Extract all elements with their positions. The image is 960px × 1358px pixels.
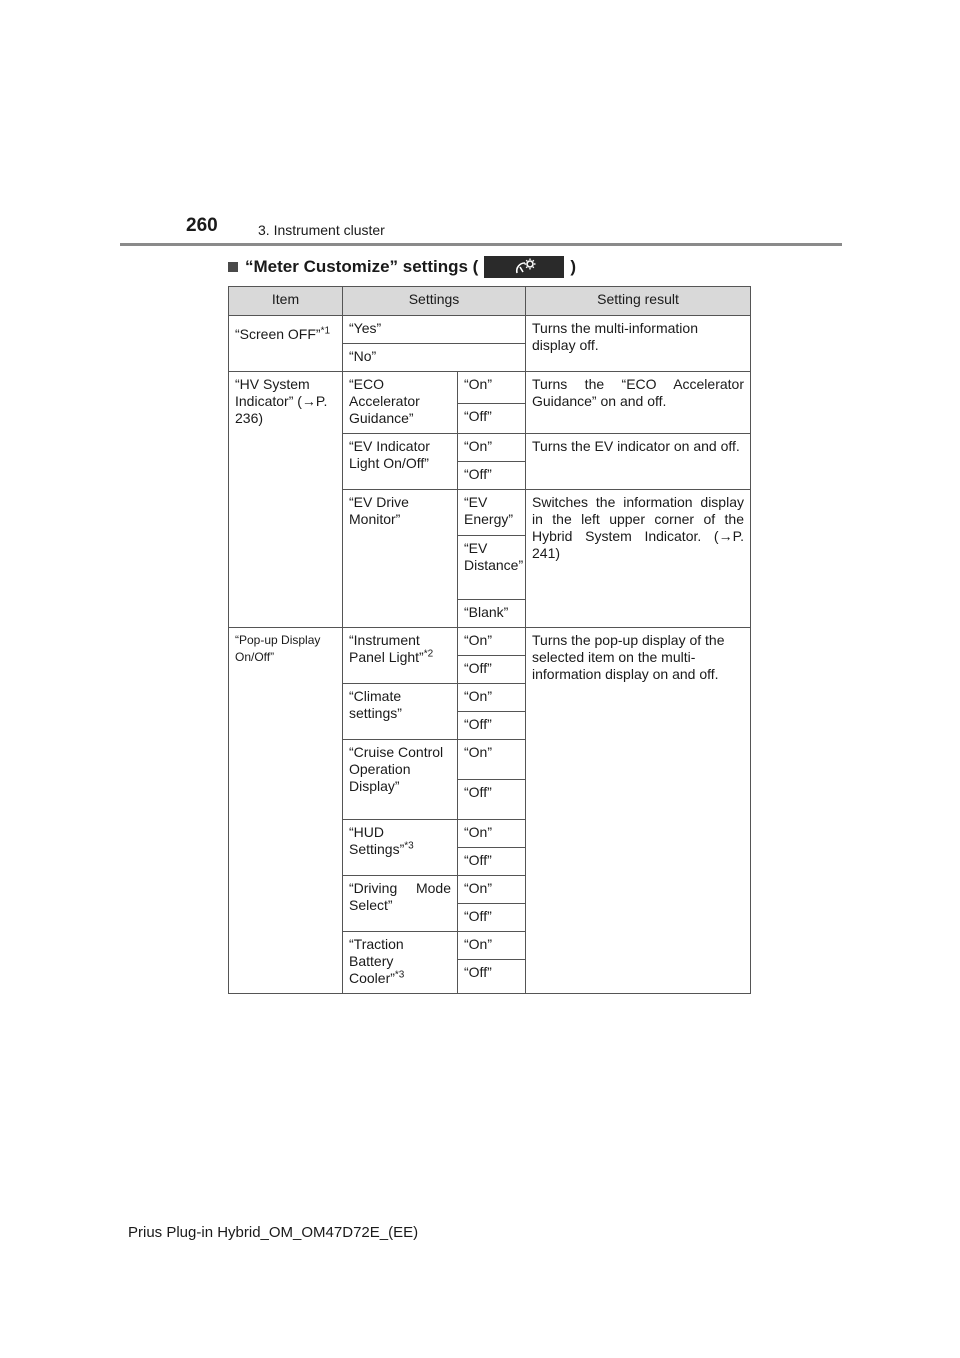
result-popup-display: Turns the pop-up display of the selected item on the multi-information display on and off.: [526, 628, 751, 994]
footnote-ref: *1: [320, 325, 331, 337]
result-ev-drive-monitor: Switches the information display in the left upper corner of the Hybrid System Indicator. (→P. 241): [526, 490, 751, 628]
setting-no: “No”: [343, 344, 526, 372]
table-row: [229, 372, 751, 404]
meter-customize-table: [228, 286, 751, 994]
meter-settings-icon: [484, 256, 564, 278]
subitem-ev-indicator-light: “EV Indicator Light On/Off”: [343, 434, 458, 490]
result-ev-indicator-light: Turns the EV indicator on and off.: [526, 434, 751, 490]
item-hv-system-indicator: “HV System Indicator” (→P. 236): [229, 372, 343, 628]
table-row: [229, 316, 751, 344]
subitem-traction-battery-cooler: “Traction Battery Cooler”$^{*3}$: [343, 932, 458, 994]
table-row: [229, 628, 751, 656]
setting-off: “Off”: [458, 404, 526, 434]
item-screen-off: “Screen OFF”$^{*1}$: [229, 316, 343, 372]
setting-on: “On”: [458, 372, 526, 404]
setting-off: “Off”: [458, 780, 526, 820]
setting-off: “Off”: [458, 712, 526, 740]
setting-on: “On”: [458, 684, 526, 712]
section-heading: [228, 256, 576, 278]
setting-off: “Off”: [458, 656, 526, 684]
square-bullet-icon: [228, 262, 238, 272]
header-setting-result: Setting result: [526, 287, 751, 316]
subitem-instrument-panel-light: “Instrument Panel Light”$^{*2}$: [343, 628, 458, 684]
subitem-climate-settings: “Climate settings”: [343, 684, 458, 740]
setting-blank: “Blank”: [458, 600, 526, 628]
subitem-driving-mode-select: “Driving Mode Select”: [343, 876, 458, 932]
result-screen-off: Turns the multi-information display off.: [526, 316, 751, 372]
header-item: Item: [229, 287, 343, 316]
section-title: 3. Instrument cluster: [258, 222, 385, 238]
footnote-ref: *3: [404, 840, 414, 852]
item-popup-display: “Pop-up Display On/Off”: [229, 628, 343, 994]
heading-text-before: “Meter Customize” settings (: [245, 257, 479, 276]
footnote-ref: *3: [394, 969, 405, 981]
subitem-hud-settings: “HUD Settings”$^{*3}$: [343, 820, 458, 876]
result-eco-guidance: Turns the “ECO Accelerator Guidance” on and off.: [526, 372, 751, 434]
setting-ev-energy: “EV Energy”: [458, 490, 526, 536]
subitem-cruise-control-display: “Cruise Control Operation Display”: [343, 740, 458, 820]
setting-off: “Off”: [458, 462, 526, 490]
setting-yes: “Yes”: [343, 316, 526, 344]
setting-on: “On”: [458, 932, 526, 960]
heading-text-after: ): [570, 257, 576, 276]
setting-ev-distance: “EV Distance”: [458, 536, 526, 600]
setting-off: “Off”: [458, 960, 526, 994]
subitem-eco-guidance: “ECO Accelerator Guidance”: [343, 372, 458, 434]
setting-off: “Off”: [458, 904, 526, 932]
setting-on: “On”: [458, 876, 526, 904]
page-number: 260: [186, 215, 218, 236]
header-divider: [120, 243, 842, 246]
document-footer: Prius Plug-in Hybrid_OM_OM47D72E_(EE): [128, 1224, 419, 1241]
setting-on: “On”: [458, 740, 526, 780]
footnote-ref: *2: [423, 648, 434, 660]
table-header-row: [229, 287, 751, 316]
header-settings: Settings: [343, 287, 526, 316]
setting-on: “On”: [458, 434, 526, 462]
setting-off: “Off”: [458, 848, 526, 876]
subitem-ev-drive-monitor: “EV Drive Monitor”: [343, 490, 458, 628]
setting-on: “On”: [458, 628, 526, 656]
setting-on: “On”: [458, 820, 526, 848]
